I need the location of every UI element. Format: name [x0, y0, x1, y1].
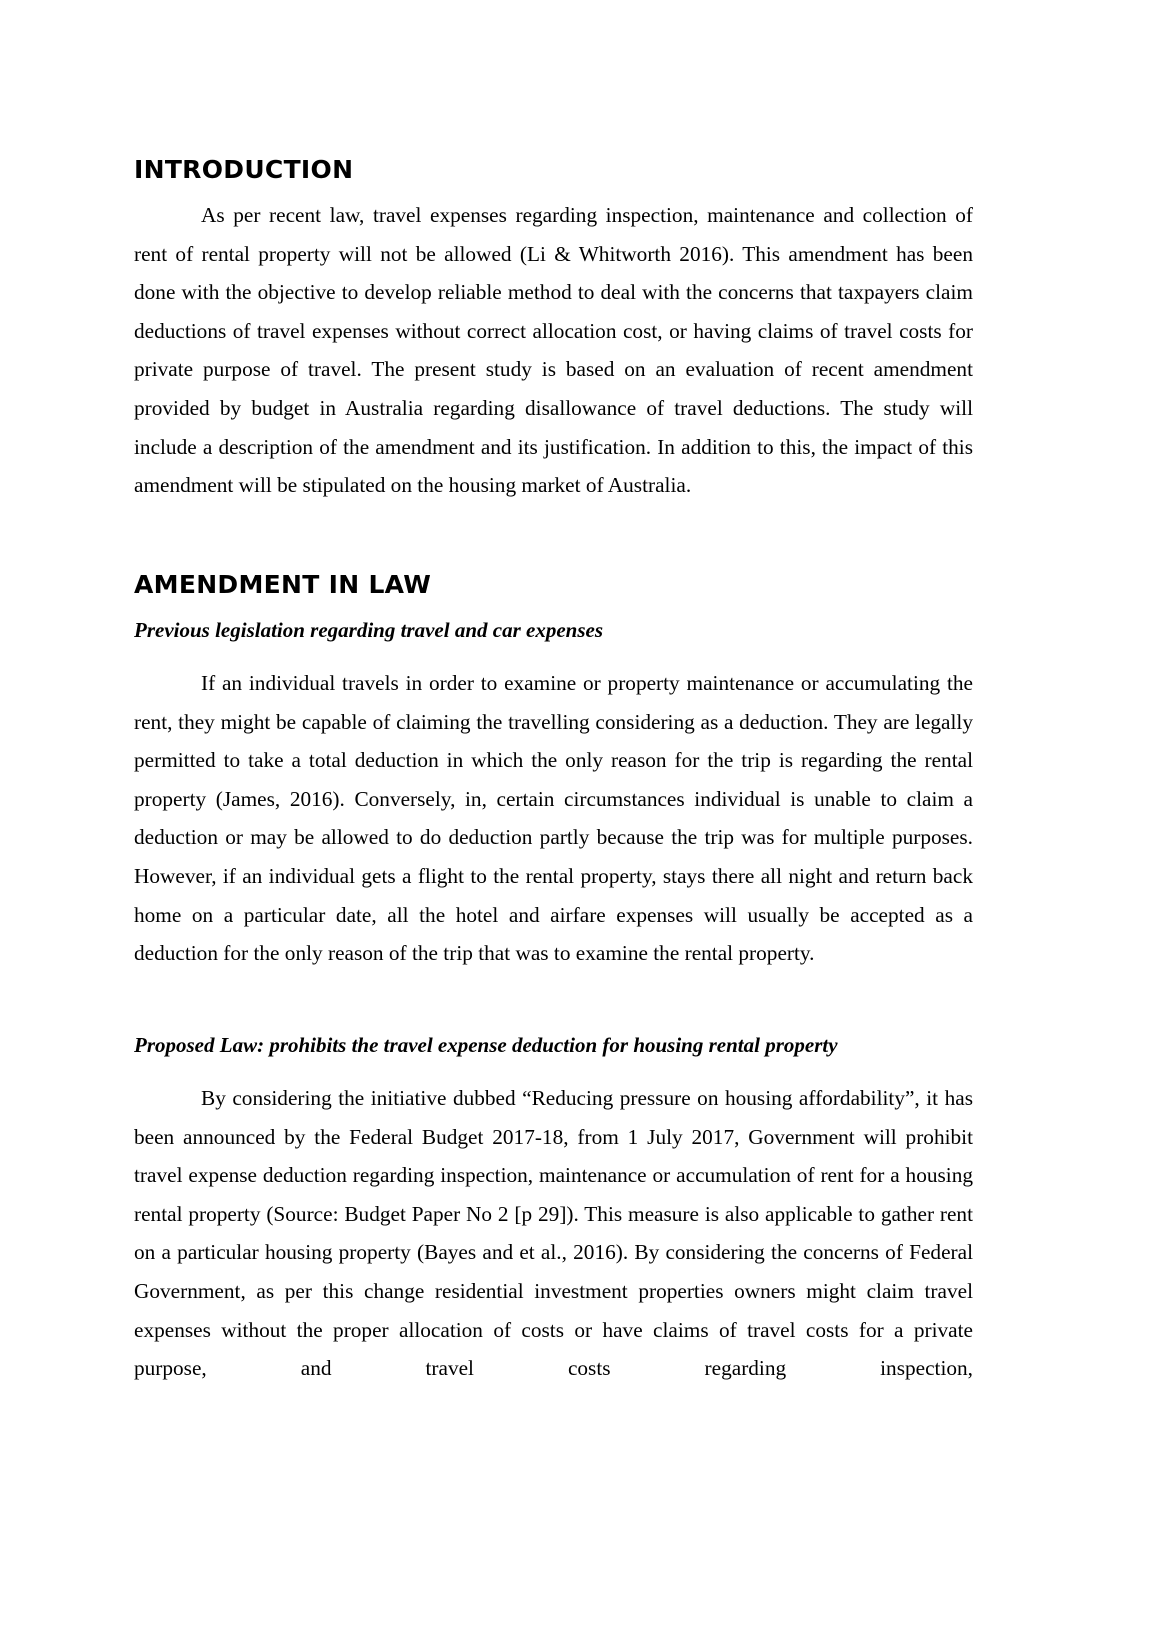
subheading-proposed-law: Proposed Law: prohibits the travel expense deduction for housing rental property — [134, 1033, 838, 1057]
paragraph-proposed-law: By considering the initiative dubbed “Reducing pressure on housing affordability”, it has been announced by the Federal Budget 2017-18, from 1 July 2017, Government will prohibit travel expense deduction regarding inspection, maintenance or accumulation of rent for a housing rental property (Source: Budget Paper No 2 [p 29]). This measure is also applicable to gather rent on a particular housing property (Bayes and et al., 2016). By considering the concerns of Federal Government, as per this change residential investment properties owners might claim travel expenses without the proper allocation of costs or have claims of travel costs for a private purpose, and travel costs regarding inspection, — [134, 1086, 973, 1381]
heading-introduction: INTRODUCTION — [134, 155, 354, 184]
paragraph-introduction: As per recent law, travel expenses regarding inspection, maintenance and collection of rent of rental property will not be allowed (Li & Whitworth 2016). This amendment has been done with the objective to develop reliable method to deal with the concerns that taxpayers claim deductions of travel expenses without correct allocation cost, or having claims of travel costs for private purpose of travel. The present study is based on an evaluation of recent amendment provided by budget in Australia regarding disallowance of travel deductions. The study will include a description of the amendment and its justification. In addition to this, the impact of this amendment will be stipulated on the housing market of Australia. — [134, 203, 973, 498]
paragraph-previous-legislation: If an individual travels in order to examine or property maintenance or accumulating the rent, they might be capable of claiming the travelling considering as a deduction. They are legally permitted to take a total deduction in which the only reason for the trip is regarding the rental property (James, 2016). Conversely, in, certain circumstances individual is unable to claim a deduction or may be allowed to do deduction partly because the trip was for multiple purposes. However, if an individual gets a flight to the rental property, stays there all night and return back home on a particular date, all the hotel and airfare expenses will usually be accepted as a deduction for the only reason of the trip that was to examine the rental property. — [134, 671, 973, 966]
heading-amendment-in-law: AMENDMENT IN LAW — [134, 570, 432, 599]
subheading-previous-legislation: Previous legislation regarding travel and car expenses — [134, 618, 603, 642]
